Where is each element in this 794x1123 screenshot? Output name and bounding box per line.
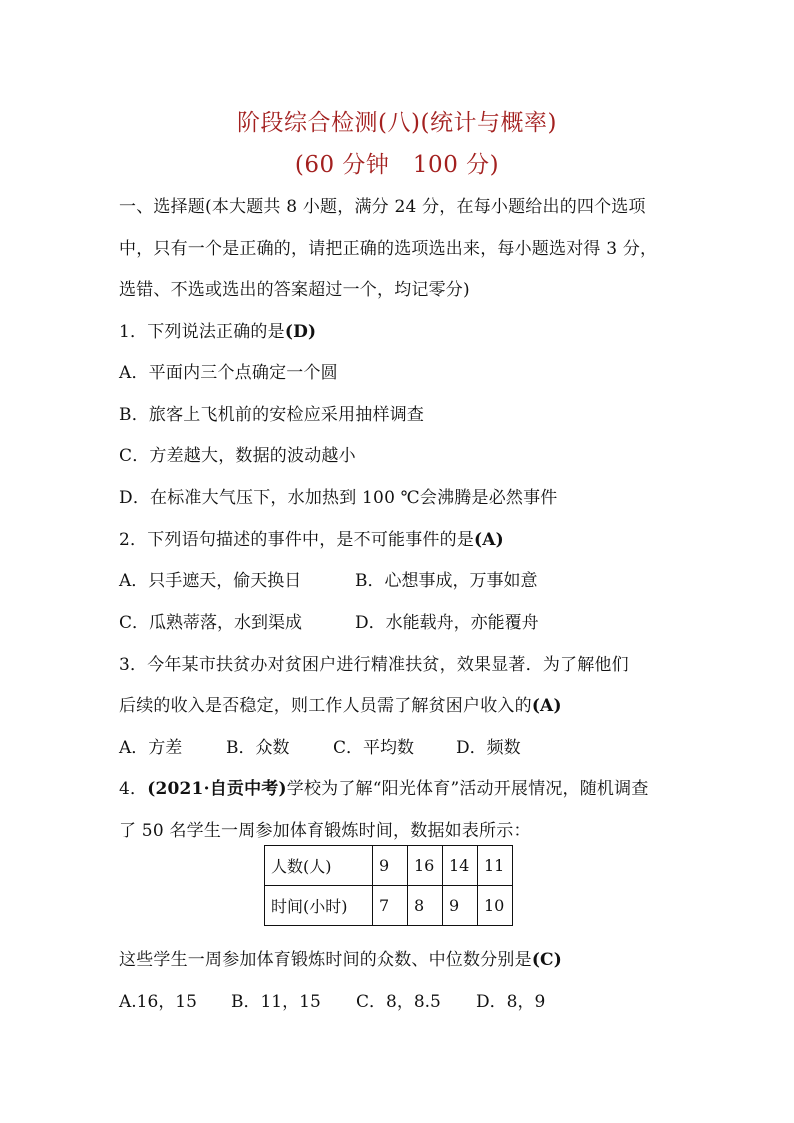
table-cell: 9 [373,846,408,886]
data-table [264,845,513,926]
table-row [265,846,513,886]
question-4-option-a: A.16，15 [119,992,197,1012]
question-1-option-d: D．在标准大气压下，水加热到 100 ℃会沸腾是必然事件 [119,488,558,508]
question-1-answer: (D) [284,322,317,342]
question-2-option-b: B．心想事成，万事如意 [355,571,538,591]
question-3-text: 后续的收入是否稳定，则工作人员需了解贫困户收入的 [119,696,532,716]
section-instructions-line-2: 中，只有一个是正确的，请把正确的选项选出来，每小题选对得 3 分， [119,239,658,259]
table-row-header: 人数(人) [265,846,373,886]
question-4-text: 学校为了解“阳光体育”活动开展情况，随机调查 [286,779,649,799]
question-4-option-c: C．8，8.5 [356,992,441,1012]
question-4-source: (2021·自贡中考) [147,779,287,799]
question-4-number: 4． [119,779,148,799]
section-instructions-line-3: 选错、不选或选出的答案超过一个，均记零分) [119,280,470,300]
question-2-option-a: A．只手遮天，偷天换日 [119,571,302,591]
section-instructions-line-1: 一、选择题(本大题共 8 小题，满分 24 分，在每小题给出的四个选项 [119,197,646,217]
table-cell: 14 [443,846,478,886]
table-cell: 7 [373,886,408,926]
question-2-option-c: C．瓜熟蒂落，水到渠成 [119,613,303,633]
table-cell: 16 [408,846,443,886]
table-row-header: 时间(小时) [265,886,373,926]
question-3-option-d: D．频数 [456,738,521,758]
question-4-line-2: 了 50 名学生一周参加体育锻炼时间，数据如表所示： [119,821,531,841]
question-3-option-b: B．众数 [226,738,290,758]
question-3-option-c: C．平均数 [333,738,415,758]
table-cell: 11 [478,846,513,886]
question-4-line-1 [119,774,649,799]
question-1-option-b: B．旅客上飞机前的安检应采用抽样调查 [119,405,425,425]
question-3-option-a: A．方差 [119,738,183,758]
question-1-option-c: C．方差越大，数据的波动越小 [119,446,356,466]
table-row [265,886,513,926]
table-cell: 8 [408,886,443,926]
table-cell: 9 [443,886,478,926]
question-4-after-text: 这些学生一周参加体育锻炼时间的众数、中位数分别是 [119,950,532,970]
question-2-option-d: D．水能载舟，亦能覆舟 [355,613,539,633]
question-2-answer: (A) [474,530,504,550]
question-4-answer: (C) [531,950,563,970]
question-4-after [119,945,562,970]
question-3-line-2 [119,691,562,716]
question-1-stem [119,317,316,342]
question-1-text: 1．下列说法正确的是 [119,322,285,342]
question-2-stem [119,525,504,550]
question-1-option-a: A．平面内三个点确定一个圆 [119,363,338,383]
question-3-answer: (A) [531,696,562,716]
question-4-option-b: B．11，15 [231,992,321,1012]
question-2-text: 2．下列语句描述的事件中，是不可能事件的是 [119,530,475,550]
question-3-line-1: 3．今年某市扶贫办对贫困户进行精准扶贫，效果显著．为了解他们 [119,655,629,675]
table-cell: 10 [478,886,513,926]
page-subtitle: (60 分钟 100 分) [294,152,500,178]
page-title: 阶段综合检测(八)(统计与概率) [237,110,557,136]
question-4-option-d: D．8，9 [476,992,546,1012]
